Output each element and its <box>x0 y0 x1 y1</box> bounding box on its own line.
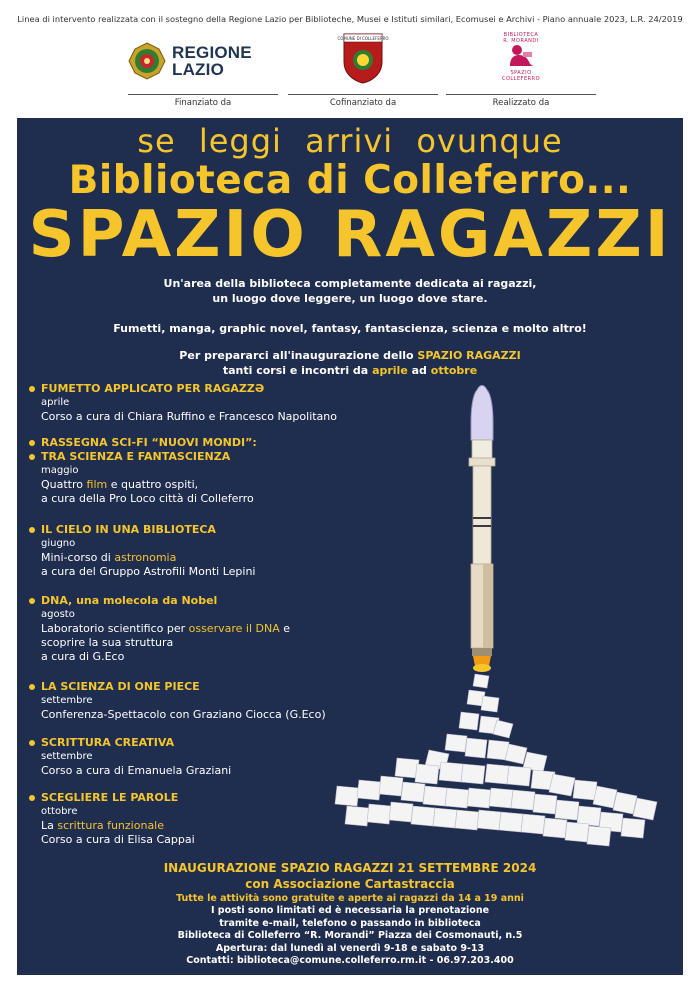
booking-note: I posti sono limitati ed è necessaria la prenotazione <box>210 905 490 916</box>
sponsor-biblioteca-morandi <box>446 30 596 110</box>
comune-colleferro-crest-icon <box>337 32 389 84</box>
sponsor-caption: Cofinanziato da <box>329 98 397 108</box>
tagline: se leggi arrivi ovunque <box>137 122 563 160</box>
event-item: IL CIELO IN UNA BIBLIOTECA giugno Mini-corso di astronomia a cura del Gruppo Astrofili Monti Lepini <box>27 523 255 579</box>
poster-panel <box>17 118 683 975</box>
contacts: Contatti: biblioteca@comune.colleferro.rm.it - 06.97.203.400 <box>186 955 514 966</box>
title-spazio-ragazzi: SPAZIO RAGAZZI <box>28 198 672 272</box>
free-activities-note: Tutte le attività sono gratuite e aperte ai ragazzi da 14 a 19 anni <box>176 893 524 904</box>
divider <box>128 94 278 95</box>
rocket-illustration <box>297 378 677 848</box>
biblioteca-morandi-subtext: SPAZIO COLLEFERRO <box>501 70 541 82</box>
association: con Associazione Cartastraccia <box>245 877 455 891</box>
regione-lazio-logotype: REGIONE LAZIO <box>172 43 252 79</box>
sponsor-caption: Realizzato da <box>492 98 550 108</box>
event-item: RASSEGNA SCI-FI “NUOVI MONDI”: TRA SCIENZA E FANTASCIENZA maggio Quattro film e quattro ospiti, a cura della Pro Loco città di Colleferro <box>27 436 257 506</box>
sponsor-caption: Finanziato da <box>174 98 232 108</box>
event-item: SCEGLIERE LE PAROLE ottobre La scrittura funzionale Corso a cura di Elisa Cappai <box>27 791 195 847</box>
sponsor-regione-lazio <box>128 30 278 110</box>
event-item: FUMETTO APPLICATO PER RAGAZZƏ aprile Corso a cura di Chiara Ruffino e Francesco Napolitano <box>27 382 337 424</box>
paper-smoke-icon <box>335 674 657 846</box>
svg-text:COMUNE DI COLLEFERRO: COMUNE DI COLLEFERRO <box>337 36 389 41</box>
divider <box>446 94 596 95</box>
inauguration-date: INAUGURAZIONE SPAZIO RAGAZZI 21 SETTEMBRE 2024 <box>163 861 537 875</box>
biblioteca-morandi-logo <box>486 30 556 86</box>
rocket-icon <box>469 386 495 673</box>
booking-methods: tramite e-mail, telefono o passando in biblioteca <box>219 917 481 929</box>
event-item: LA SCIENZA DI ONE PIECE settembre Conferenza-Spettacolo con Graziano Ciocca (G.Eco) <box>27 680 326 722</box>
divider <box>288 94 438 95</box>
footer-info <box>17 860 683 968</box>
regione-lazio-emblem-icon <box>128 42 166 80</box>
biblioteca-morandi-logotype: BIBLIOTECA R. MORANDI <box>503 32 539 44</box>
sponsor-comune-colleferro <box>288 30 438 110</box>
event-item: SCRITTURA CREATIVA settembre Corso a cura di Emanuela Graziani <box>27 736 231 778</box>
event-item: DNA, una molecola da Nobel agosto Laboratorio scientifico per osservare il DNA e scoprire la sua struttura a cura di G.Eco <box>27 594 290 664</box>
opening-hours: Apertura: dal lunedì al venerdì 9-18 e sabato 9-13 <box>215 942 485 954</box>
genres-text: Fumetti, manga, graphic novel, fantasy, fantascienza, scienza e molto altro! <box>113 322 587 335</box>
biblioteca-figure-icon <box>506 44 536 68</box>
title-library: Biblioteca di Colleferro... <box>68 158 632 203</box>
intro-text: Un'area della biblioteca completamente dedicata ai ragazzi, un luogo dove leggere, un luogo dove stare. <box>163 277 537 305</box>
funding-notice: Linea di intervento realizzata con il sostegno della Regione Lazio per Biblioteche, Musei e Istituti similari, Ecomusei e Archivi - Piano annuale 2023, L.R. 24/2019 <box>17 14 683 24</box>
prep-text: Per prepararci all'inaugurazione dello SPAZIO RAGAZZI tanti corsi e incontri da aprile ad ottobre <box>179 349 521 377</box>
library-address: Biblioteca di Colleferro “R. Morandi” Piazza dei Cosmonauti, n.5 <box>177 930 523 941</box>
